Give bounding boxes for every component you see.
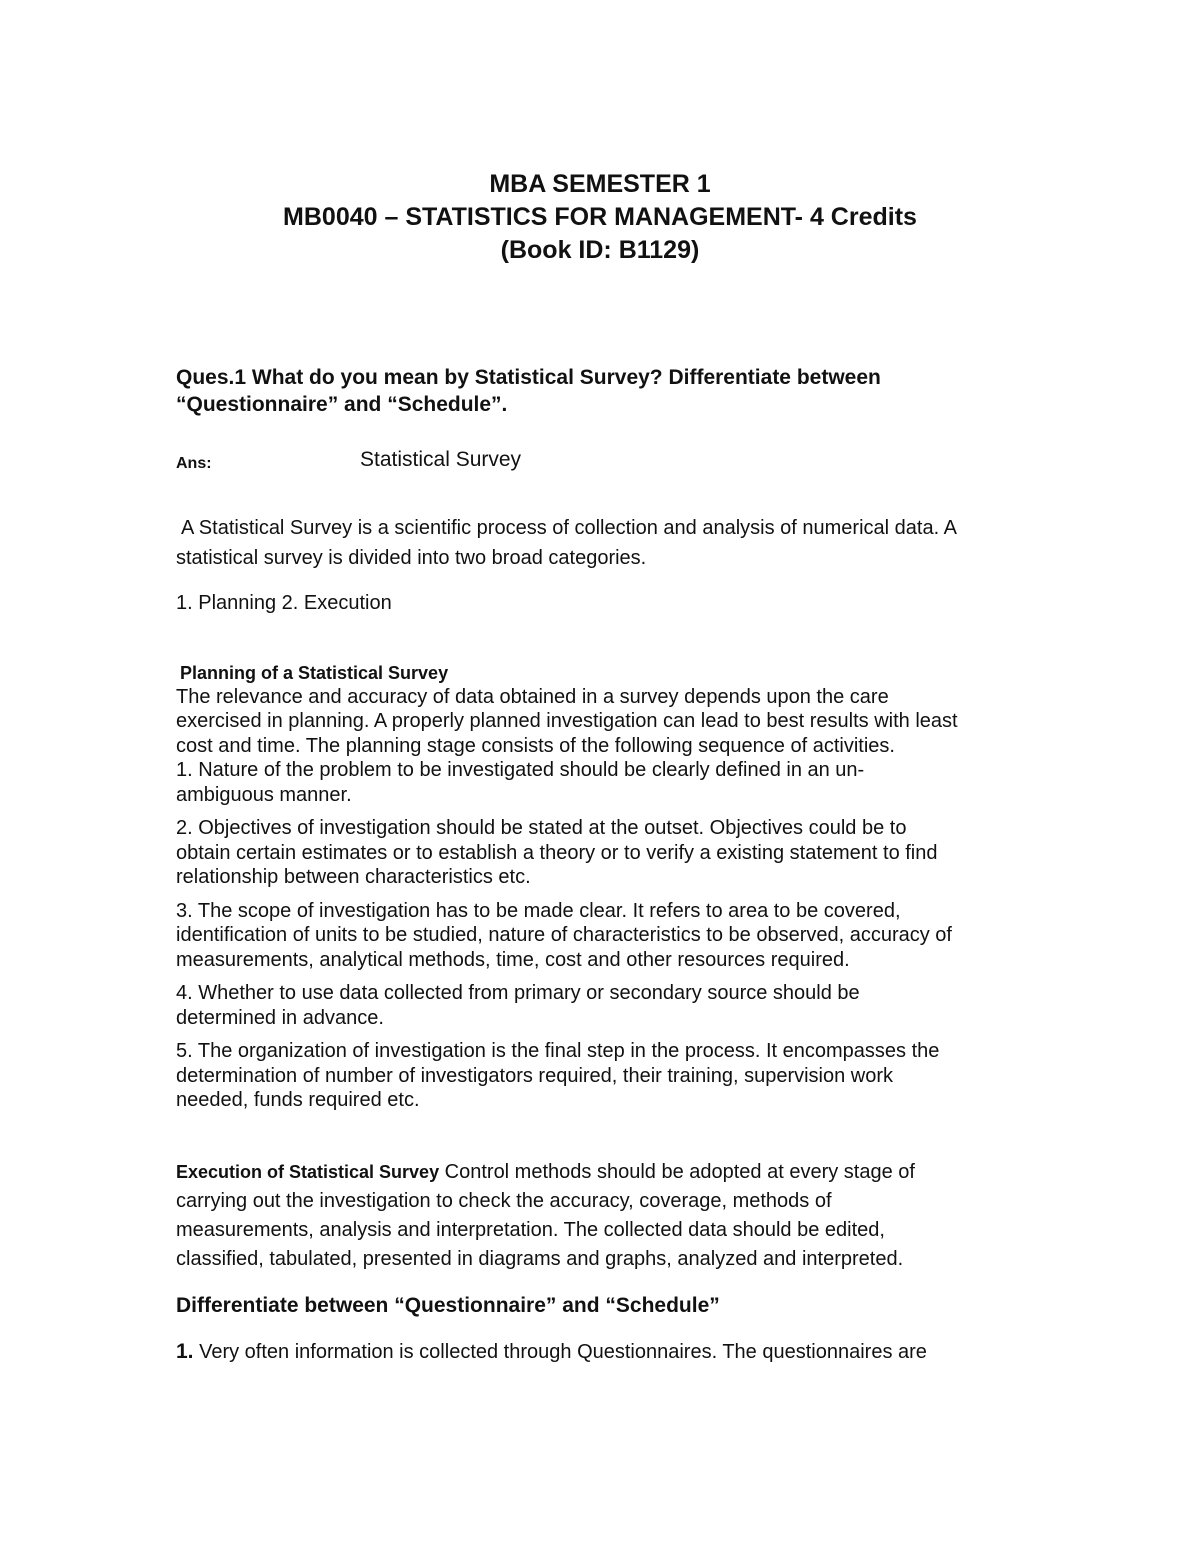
document-body xyxy=(176,364,1056,1364)
planning-item-line: determined in advance. xyxy=(176,1006,384,1029)
planning-item-line: determination of number of investigators required, their training, supervision work xyxy=(176,1064,894,1087)
execution-line: carrying out the investigation to check the accuracy, coverage, methods of xyxy=(176,1189,832,1212)
course-title: MB0040 – STATISTICS FOR MANAGEMENT- 4 Credits xyxy=(283,203,917,231)
answer-title: Statistical Survey xyxy=(360,448,522,471)
answer-row xyxy=(176,448,1056,478)
point-number: 1. xyxy=(176,1339,194,1363)
semester-title: MBA SEMESTER 1 xyxy=(489,170,711,198)
execution-line: measurements, analysis and interpretation. The collected data should be edited, xyxy=(176,1218,885,1241)
answer-intro xyxy=(176,513,1056,573)
point-text: Very often information is collected through Questionnaires. The questionnaires are xyxy=(199,1340,927,1363)
planning-item xyxy=(176,758,1056,807)
planning-item-line: measurements, analytical methods, time, cost and other resources required. xyxy=(176,948,850,971)
intro-line: A Statistical Survey is a scientific process of collection and analysis of numerical data. A xyxy=(181,517,957,539)
question-line: “Questionnaire” and “Schedule”. xyxy=(176,393,508,416)
planning-item-line: relationship between characteristics etc. xyxy=(176,866,531,888)
intro-line: statistical survey is divided into two broad categories. xyxy=(176,547,647,569)
question-heading xyxy=(176,364,1056,418)
planning-item-line: obtain certain estimates or to establish a theory or to verify a existing statement to find xyxy=(176,841,938,864)
survey-categories: 1. Planning 2. Execution xyxy=(176,592,392,614)
planning-item-line: 3. The scope of investigation has to be made clear. It refers to area to be covered, xyxy=(176,899,901,922)
planning-item xyxy=(176,981,1056,1030)
differentiate-heading: Differentiate between “Questionnaire” and “Schedule” xyxy=(176,1293,720,1317)
book-id: (Book ID: B1129) xyxy=(500,236,700,264)
execution-line xyxy=(176,1158,1056,1187)
planning-item-line: 2. Objectives of investigation should be stated at the outset. Objectives could be to xyxy=(176,817,907,839)
planning-heading: Planning of a Statistical Survey xyxy=(180,662,449,683)
planning-item-line: 1. Nature of the problem to be investigated should be clearly defined in an un- xyxy=(176,759,865,781)
planning-item-line: 4. Whether to use data collected from primary or secondary source should be xyxy=(176,982,860,1004)
planning-item xyxy=(176,899,1056,973)
planning-intro-line: The relevance and accuracy of data obtained in a survey depends upon the care xyxy=(176,685,889,708)
planning-intro-line: cost and time. The planning stage consists of the following sequence of activities. xyxy=(176,734,895,757)
execution-line: classified, tabulated, presented in diagrams and graphs, analyzed and interpreted. xyxy=(176,1247,904,1270)
planning-item-line: needed, funds required etc. xyxy=(176,1089,420,1111)
question-line: Ques.1 What do you mean by Statistical Survey? Differentiate between xyxy=(176,366,881,389)
answer-label: Ans: xyxy=(176,455,212,472)
document-header xyxy=(0,168,1200,267)
planning-item xyxy=(176,1039,1056,1113)
execution-text: Control methods should be adopted at every stage of xyxy=(444,1160,915,1183)
planning-item xyxy=(176,816,1056,890)
planning-item-line: 5. The organization of investigation is the final step in the process. It encompasses the xyxy=(176,1040,940,1062)
differentiate-point xyxy=(176,1340,1056,1365)
planning-item-line: identification of units to be studied, nature of characteristics to be observed, accuracy of xyxy=(176,924,952,946)
planning-intro xyxy=(176,685,1056,759)
planning-intro-line: exercised in planning. A properly planned investigation can lead to best results with least xyxy=(176,710,958,732)
execution-section xyxy=(176,1158,1056,1274)
execution-heading: Execution of Statistical Survey xyxy=(176,1161,440,1182)
planning-item-line: ambiguous manner. xyxy=(176,783,352,806)
